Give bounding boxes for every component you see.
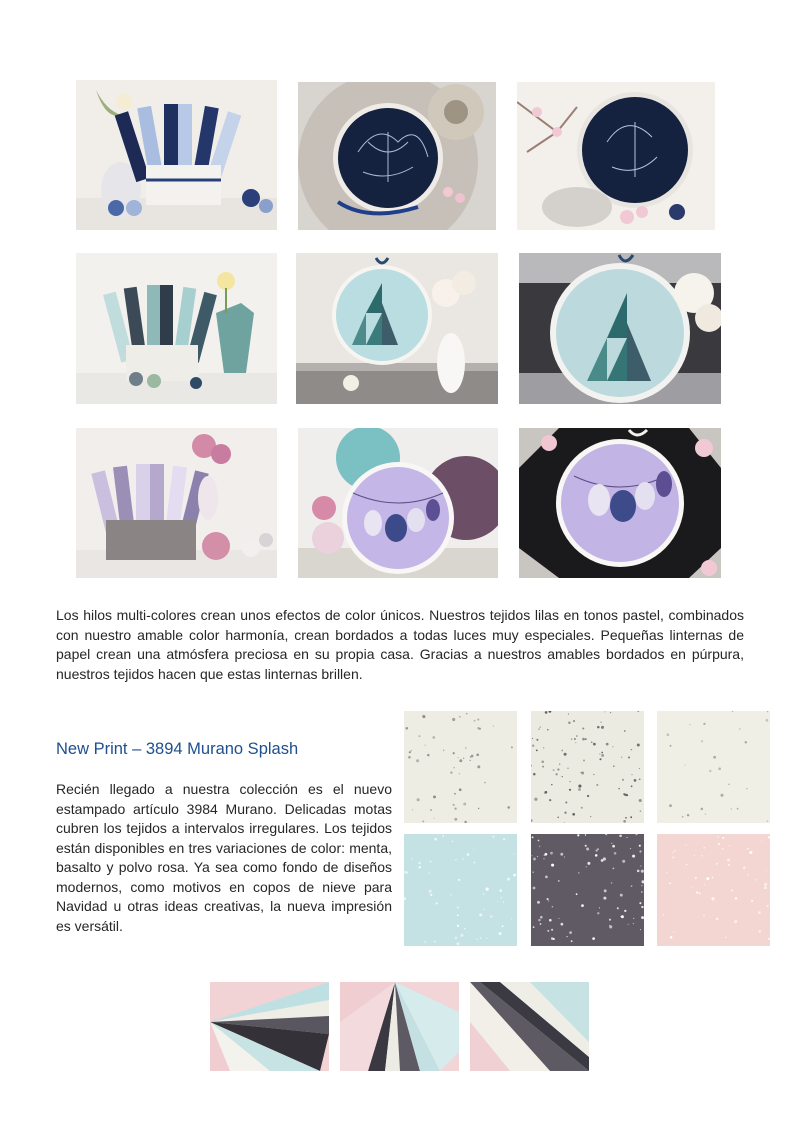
lilac-fabrics-basket-photo: [76, 428, 277, 578]
cream-speckle-light-swatch: [404, 711, 517, 823]
navy-flower-hoop-photo: [298, 82, 496, 230]
basalt-swatch: [531, 834, 644, 946]
geometric-triangles-hoop-closeup-photo: [519, 253, 721, 404]
fabric-fan-basalt-cream-photo: [470, 982, 589, 1071]
cream-speckle-sparse-swatch: [657, 711, 770, 823]
geometric-triangles-hoop-photo: [296, 253, 498, 404]
new-print-description: Recién llegado a nuestra colección es el nuevo estampado artículo 3984 Murano. Delicadas motas cubren los tejidos a intervalos irregulares. Los tejidos están disponibles en tres variaciones de color: menta, basalto y polvo rosa. Ya sea como fondo de diseños modernos, como motivos en copos de nieve para Navidad u otras ideas creativas, la nueva impresión es versátil.: [56, 781, 392, 934]
powder-pink-swatch: [657, 834, 770, 946]
new-print-heading: New Print – 3894 Murano Splash: [56, 740, 299, 758]
intro-paragraph: Los hilos multi-colores crean unos efectos de color únicos. Nuestros tejidos lilas en tonos pastel, combinados con nuestro amable color harmonía, crean bordados a todas luces muy especiales. Pequeñas linternas de papel crean una atmósfera preciosa en su propia casa. Gracias a nuestros amables bordados en púrpura, nuestros tejidos hacen que estas linternas brillen.: [56, 607, 744, 682]
cream-speckle-dense-swatch: [531, 711, 644, 823]
teal-fabrics-basket-photo: [76, 253, 277, 404]
paper-lanterns-hoop-tray-photo: [519, 428, 721, 578]
paper-lanterns-hoop-photo: [298, 428, 498, 578]
fabric-fan-pink-mint-photo: [210, 982, 329, 1071]
navy-fabrics-basket-photo: [76, 80, 277, 230]
navy-flower-hoop-blossoms-photo: [517, 82, 715, 230]
mint-swatch: [404, 834, 517, 946]
fabric-fan-pink-basalt-photo: [340, 982, 459, 1071]
